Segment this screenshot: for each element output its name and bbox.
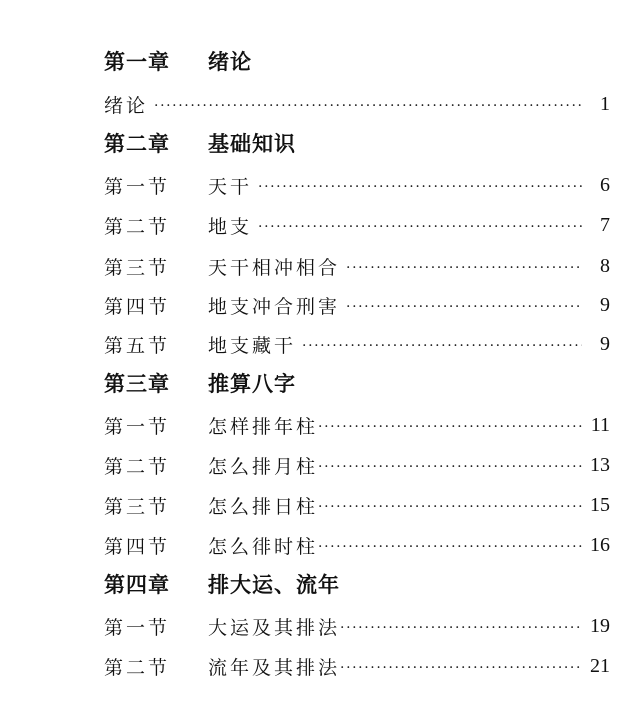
dot-leader (258, 219, 582, 235)
entry-title: 怎么徘时柱 (208, 535, 319, 558)
chapter-number: 第二章 (104, 132, 170, 156)
dot-leader (318, 419, 582, 435)
dot-leader (340, 660, 582, 676)
entry-title: 怎么排日柱 (208, 495, 319, 518)
entry-title: 绪论 (104, 94, 149, 117)
entry-title: 地支 (208, 215, 253, 238)
dot-leader (318, 499, 582, 515)
section-number: 第四节 (104, 535, 171, 558)
chapter-heading (104, 366, 610, 400)
toc-entry[interactable] (104, 87, 610, 121)
dot-leader (346, 260, 582, 276)
dot-leader (154, 98, 582, 114)
entry-title: 天干相冲相合 (208, 256, 341, 279)
toc-entry[interactable] (104, 327, 610, 361)
page-number: 8 (600, 254, 610, 277)
section-number: 第一节 (104, 415, 171, 438)
toc-entry[interactable] (104, 249, 610, 283)
page-number: 6 (600, 173, 610, 196)
entry-title: 怎么排月柱 (208, 455, 319, 478)
page-number: 13 (590, 453, 610, 476)
page-number: 21 (590, 654, 610, 677)
toc-entry[interactable] (104, 208, 610, 242)
page-number: 1 (600, 92, 610, 115)
page-number: 7 (600, 213, 610, 236)
section-number: 第五节 (104, 334, 171, 357)
section-number: 第三节 (104, 256, 171, 279)
chapter-number: 第四章 (104, 573, 170, 597)
chapter-heading (104, 126, 610, 160)
entry-title: 大运及其排法 (208, 616, 341, 639)
entry-title: 地支藏干 (208, 334, 297, 357)
chapter-title: 基础知识 (208, 132, 296, 156)
entry-title: 怎样排年柱 (208, 415, 319, 438)
chapter-number: 第三章 (104, 372, 170, 396)
dot-leader (302, 338, 582, 354)
chapter-title: 绪论 (208, 50, 252, 74)
toc-entry[interactable] (104, 649, 610, 683)
page-number: 9 (600, 332, 610, 355)
chapter-title: 排大运、流年 (208, 573, 340, 597)
chapter-title: 推算八字 (208, 372, 296, 396)
chapter-heading (104, 567, 610, 601)
section-number: 第三节 (104, 495, 171, 518)
section-number: 第二节 (104, 215, 171, 238)
dot-leader (258, 179, 582, 195)
entry-title: 流年及其排法 (208, 656, 341, 679)
toc-entry[interactable] (104, 288, 610, 322)
page-number: 11 (590, 413, 610, 436)
dot-leader (318, 459, 582, 475)
entry-title: 天干 (208, 175, 253, 198)
toc-entry[interactable] (104, 528, 610, 562)
toc-entry[interactable] (104, 488, 610, 522)
page-number: 19 (590, 614, 610, 637)
toc-entry[interactable] (104, 448, 610, 482)
toc-entry[interactable] (104, 168, 610, 202)
toc-entry[interactable] (104, 609, 610, 643)
dot-leader (340, 620, 582, 636)
dot-leader (318, 539, 582, 555)
page-number: 16 (590, 533, 610, 556)
dot-leader (346, 299, 582, 315)
entry-title: 地支冲合刑害 (208, 295, 341, 318)
section-number: 第二节 (104, 455, 171, 478)
page-number: 9 (600, 293, 610, 316)
section-number: 第二节 (104, 656, 171, 679)
section-number: 第一节 (104, 616, 171, 639)
section-number: 第一节 (104, 175, 171, 198)
toc-entry[interactable] (104, 408, 610, 442)
chapter-heading (104, 44, 610, 78)
chapter-number: 第一章 (104, 50, 170, 74)
section-number: 第四节 (104, 295, 171, 318)
page-number: 15 (590, 493, 610, 516)
